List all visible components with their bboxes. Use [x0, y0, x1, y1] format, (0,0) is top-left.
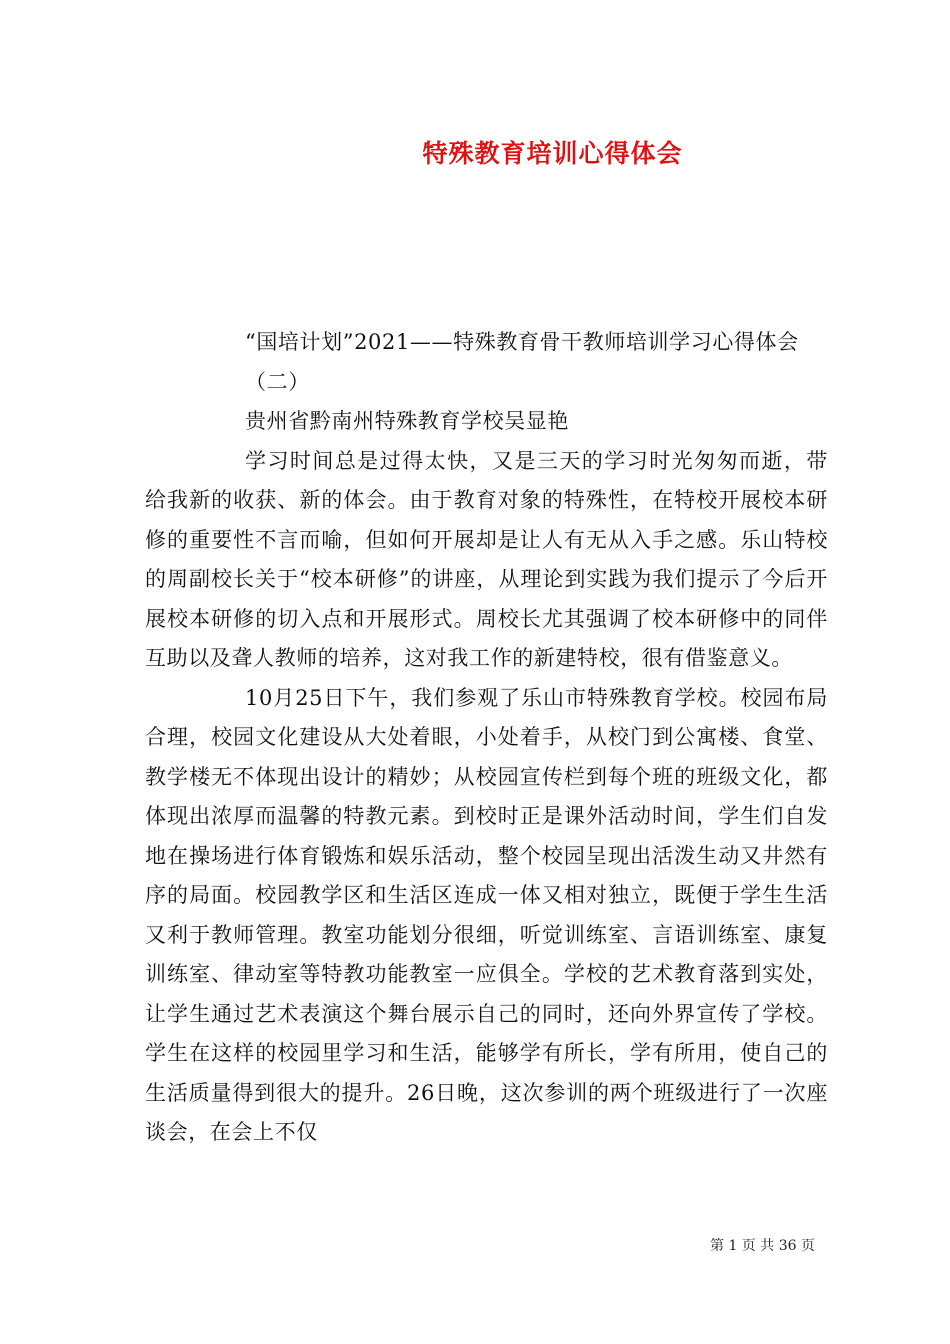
- author-line: 贵州省黔南州特殊教育学校吴显艳: [245, 409, 569, 433]
- part-label: （二）: [245, 369, 310, 394]
- document-heading: “国培计划”2021——特殊教育骨干教师培训学习心得体会: [245, 330, 799, 354]
- page-number: 第 1 页 共 36 页: [710, 1238, 815, 1254]
- paragraph: 10月25日下午，我们参观了乐山市特殊教育学校。校园布局合理，校园文化建设从大处着眼，小处着手，从校门到公寓楼、食堂、教学楼无不体现出设计的精妙；从校园宣传栏到每个班的班级文化，都体现出浓厚而温馨的特教元素。到校时正是课外活动时间，学生们自发地在操场进行体育锻炼和娱乐活动，整个校园呈现出活泼生动又井然有序的局面。校园教学区和生活区连成一体又相对独立，既便于学生生活又利于教师管理。教室功能划分很细，听觉训练室、言语训练室、康复训练室、律动室等特教功能教室一应俱全。学校的艺术教育落到实处，让学生通过艺术表演这个舞台展示自己的同时，还向外界宣传了学校。学生在这样的校园里学习和生活，能够学有所长，学有所用，使自己的生活质量得到很大的提升。26日晚，这次参训的两个班级进行了一次座谈会，在会上不仅: [145, 685, 828, 1144]
- paragraph: 学习时间总是过得太快，又是三天的学习时光匆匆而逝，带给我新的收获、新的体会。由于教育对象的特殊性，在特校开展校本研修的重要性不言而喻，但如何开展却是让人有无从入手之感。乐山特校的周副校长关于“校本研修”的讲座，从理论到实践为我们提示了今后开展校本研修的切入点和开展形式。周校长尤其强调了校本研修中的同伴互助以及聋人教师的培养，这对我工作的新建特校，很有借鉴意义。: [145, 448, 828, 670]
- document-title: 特殊教育培训心得体会: [422, 139, 683, 168]
- document-body: [145, 323, 828, 1153]
